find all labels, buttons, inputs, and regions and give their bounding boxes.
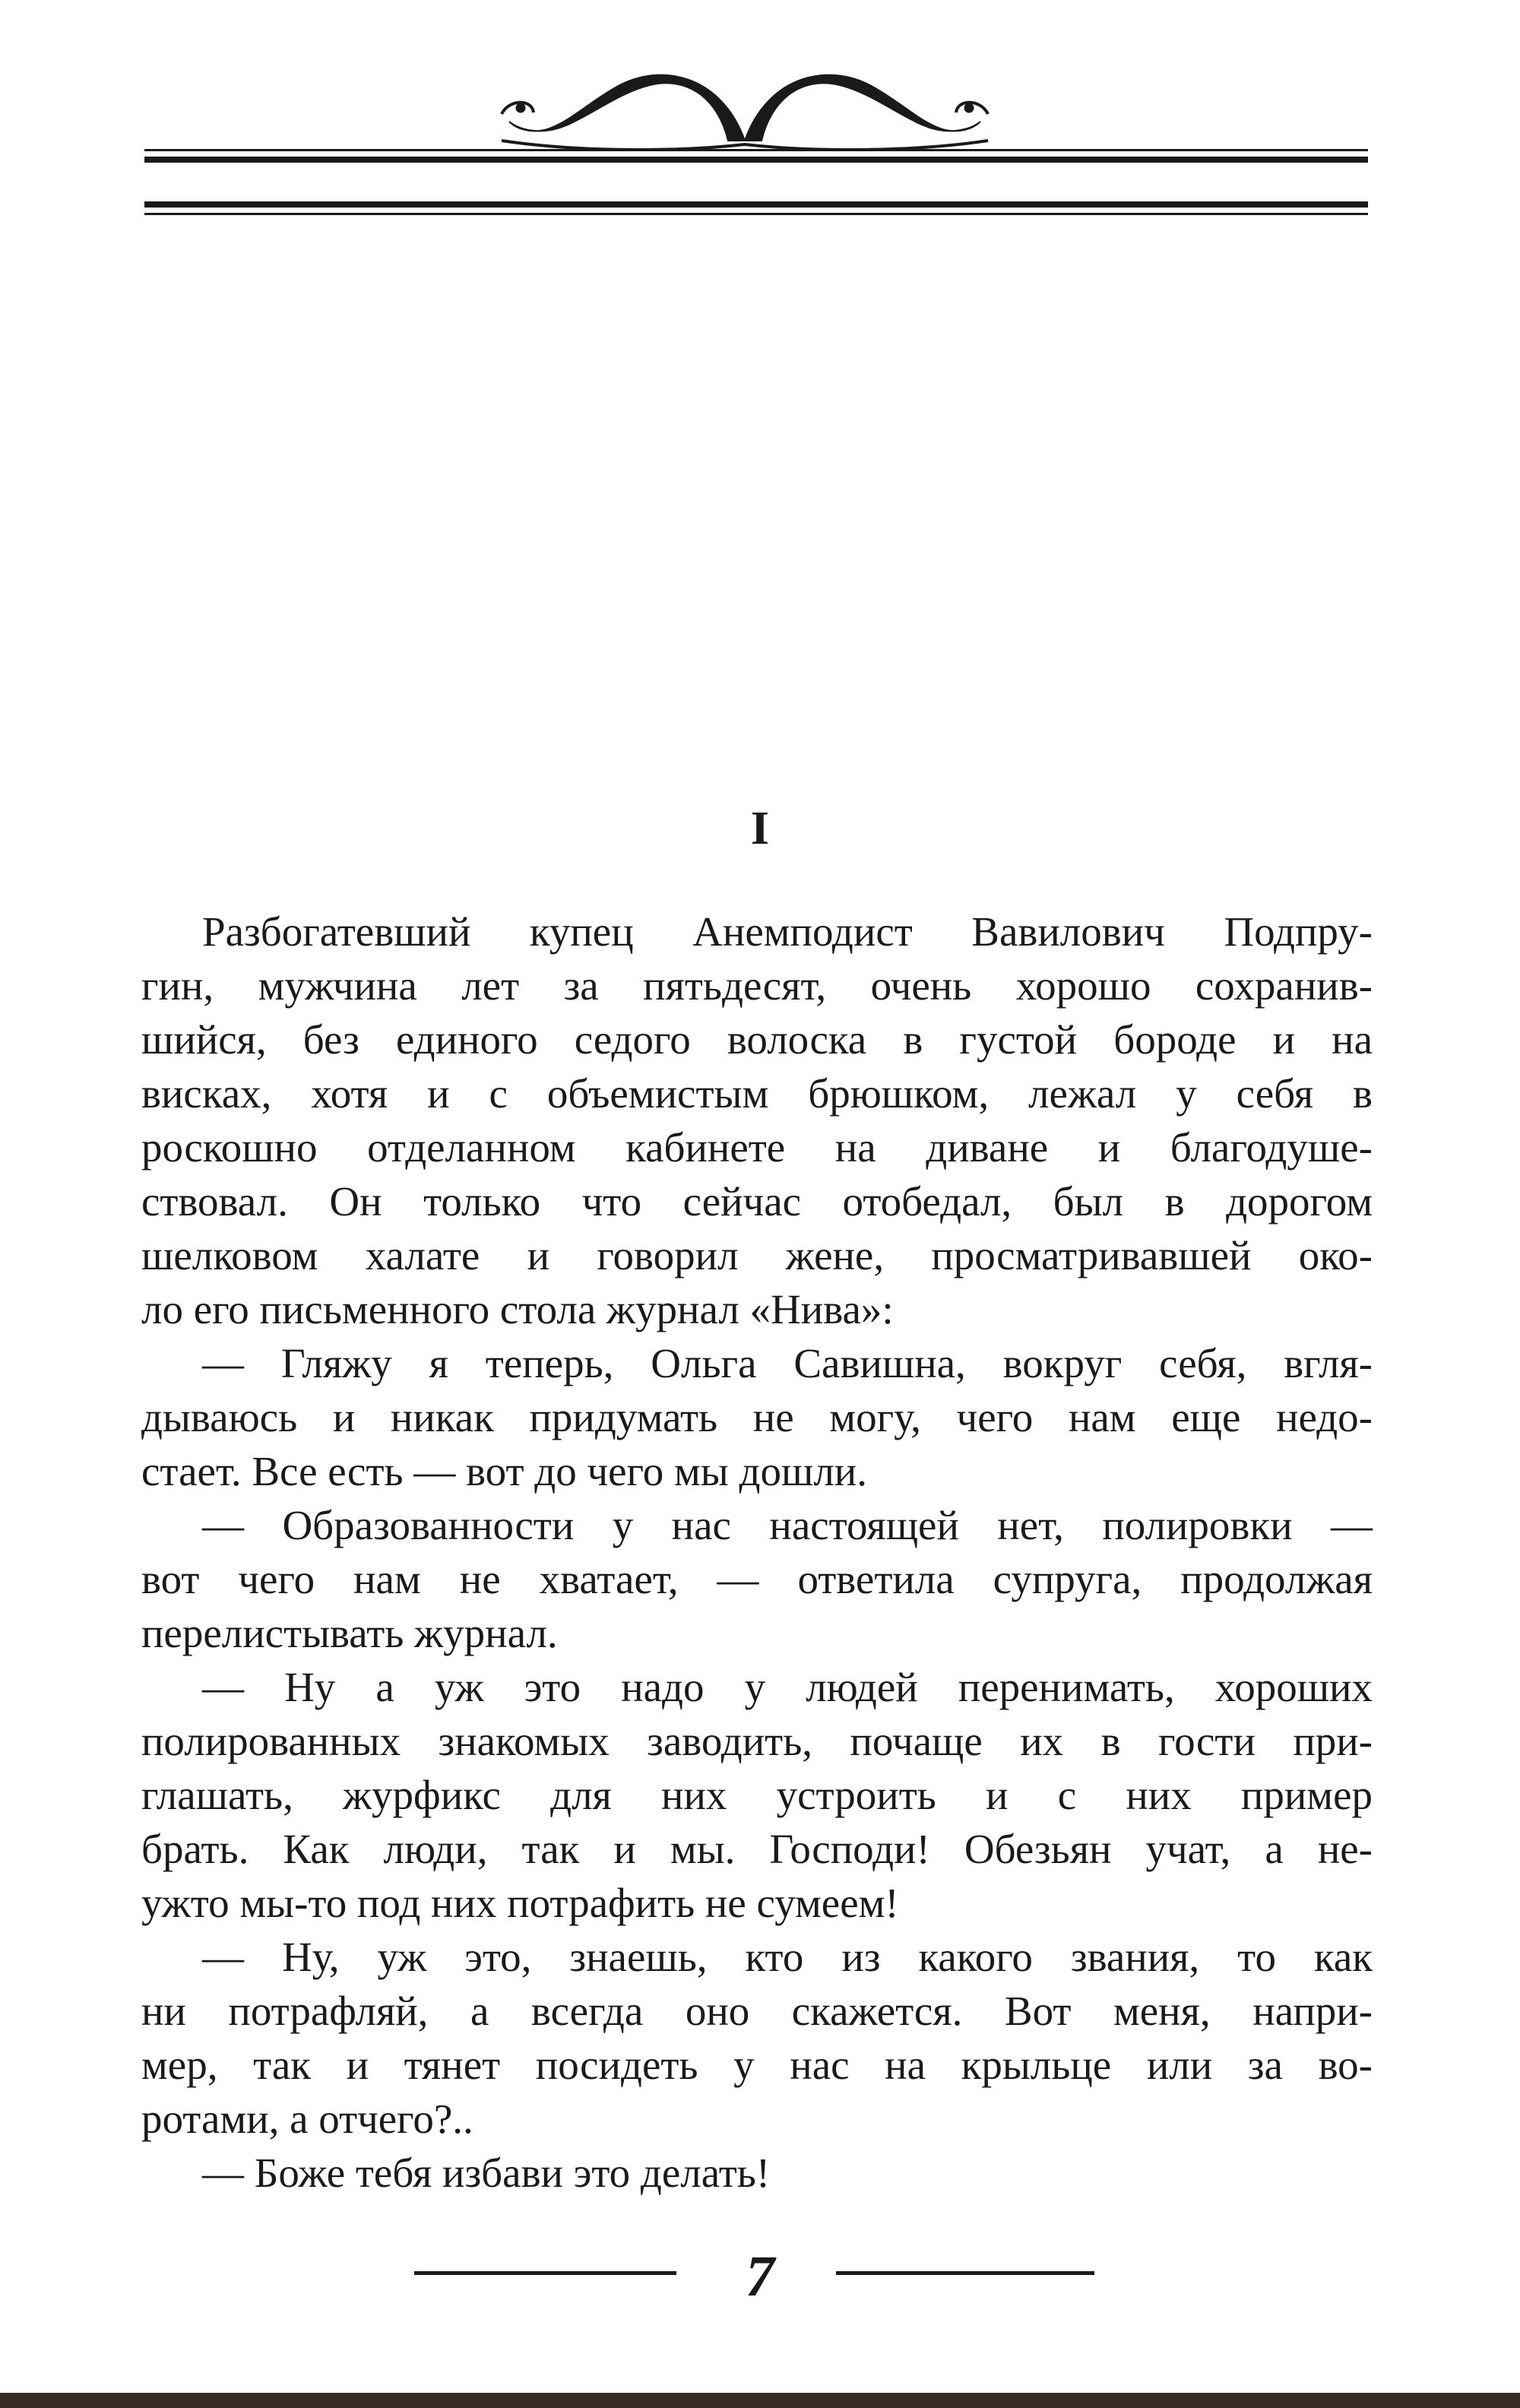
text-line: висках, хотя и с объемистым брюшком, лежал у себя в xyxy=(141,1070,1373,1117)
page-number: 7 xyxy=(746,2245,774,2308)
header-rule-bottom xyxy=(144,213,1368,215)
text-line: брать. Как люди, так и мы. Господи! Обезьян учат, а не- xyxy=(141,1826,1373,1872)
flourish-ornament-icon xyxy=(486,46,1003,160)
text-line: роскошно отделанном кабинете на диване и благодуше- xyxy=(141,1124,1373,1171)
text-line: гин, мужчина лет за пятьдесят, очень хорошо сохранив- xyxy=(141,962,1373,1009)
text-line: ствовал. Он только что сейчас отобедал, был в дорогом xyxy=(141,1178,1373,1225)
text-line: — Образованности у нас настоящей нет, полировки — xyxy=(202,1502,1373,1548)
text-line: — Ну, уж это, знаешь, кто из какого звания, то как xyxy=(202,1934,1373,1980)
chapter-number: I xyxy=(750,803,770,854)
header-rule-second xyxy=(144,201,1368,208)
text-line: глашать, журфикс для них устроить и с них пример xyxy=(141,1772,1373,1818)
body-text xyxy=(141,905,1373,2200)
header-rule-main xyxy=(144,157,1368,163)
text-line: ужто мы-то под них потрафить не сумеем! xyxy=(141,1880,899,1926)
text-line: ло его письменного стола журнал «Нива»: xyxy=(141,1286,894,1332)
text-line: перелистывать журнал. xyxy=(141,1610,558,1656)
text-line: ни потрафляй, а всегда оно скажется. Вот меня, напри- xyxy=(141,1988,1373,2034)
text-line: ротами, а отчего?.. xyxy=(141,2096,473,2142)
text-line: шелковом халате и говорил жене, просматривавшей око- xyxy=(141,1232,1373,1278)
text-line: Разбогатевший купец Анемподист Вавилович Подпру- xyxy=(202,908,1373,955)
page-footer xyxy=(0,2227,1520,2318)
footer-rule-right xyxy=(836,2271,1094,2275)
text-line: шийся, без единого седого волоска в густой бороде и на xyxy=(141,1016,1373,1063)
text-line: полированных знакомых заводить, почаще их в гости при- xyxy=(141,1718,1373,1764)
text-line: дываюсь и никак придумать не могу, чего нам еще недо- xyxy=(141,1394,1373,1440)
text-line: — Боже тебя избави это делать! xyxy=(202,2150,771,2196)
footer-rule-left xyxy=(414,2271,676,2275)
text-line: стает. Все есть — вот до чего мы дошли. xyxy=(141,1448,867,1494)
header-rule-top xyxy=(144,149,1368,151)
text-line: мер, так и тянет посидеть у нас на крыльце или за во- xyxy=(141,2042,1373,2088)
text-line: — Ну а уж это надо у людей перенимать, хороших xyxy=(202,1664,1373,1710)
text-line: — Гляжу я теперь, Ольга Савишна, вокруг себя, вгля- xyxy=(202,1340,1373,1386)
text-line: вот чего нам не хватает, — ответила супруга, продолжая xyxy=(141,1556,1373,1602)
bottom-edge-bar xyxy=(0,2393,1520,2408)
